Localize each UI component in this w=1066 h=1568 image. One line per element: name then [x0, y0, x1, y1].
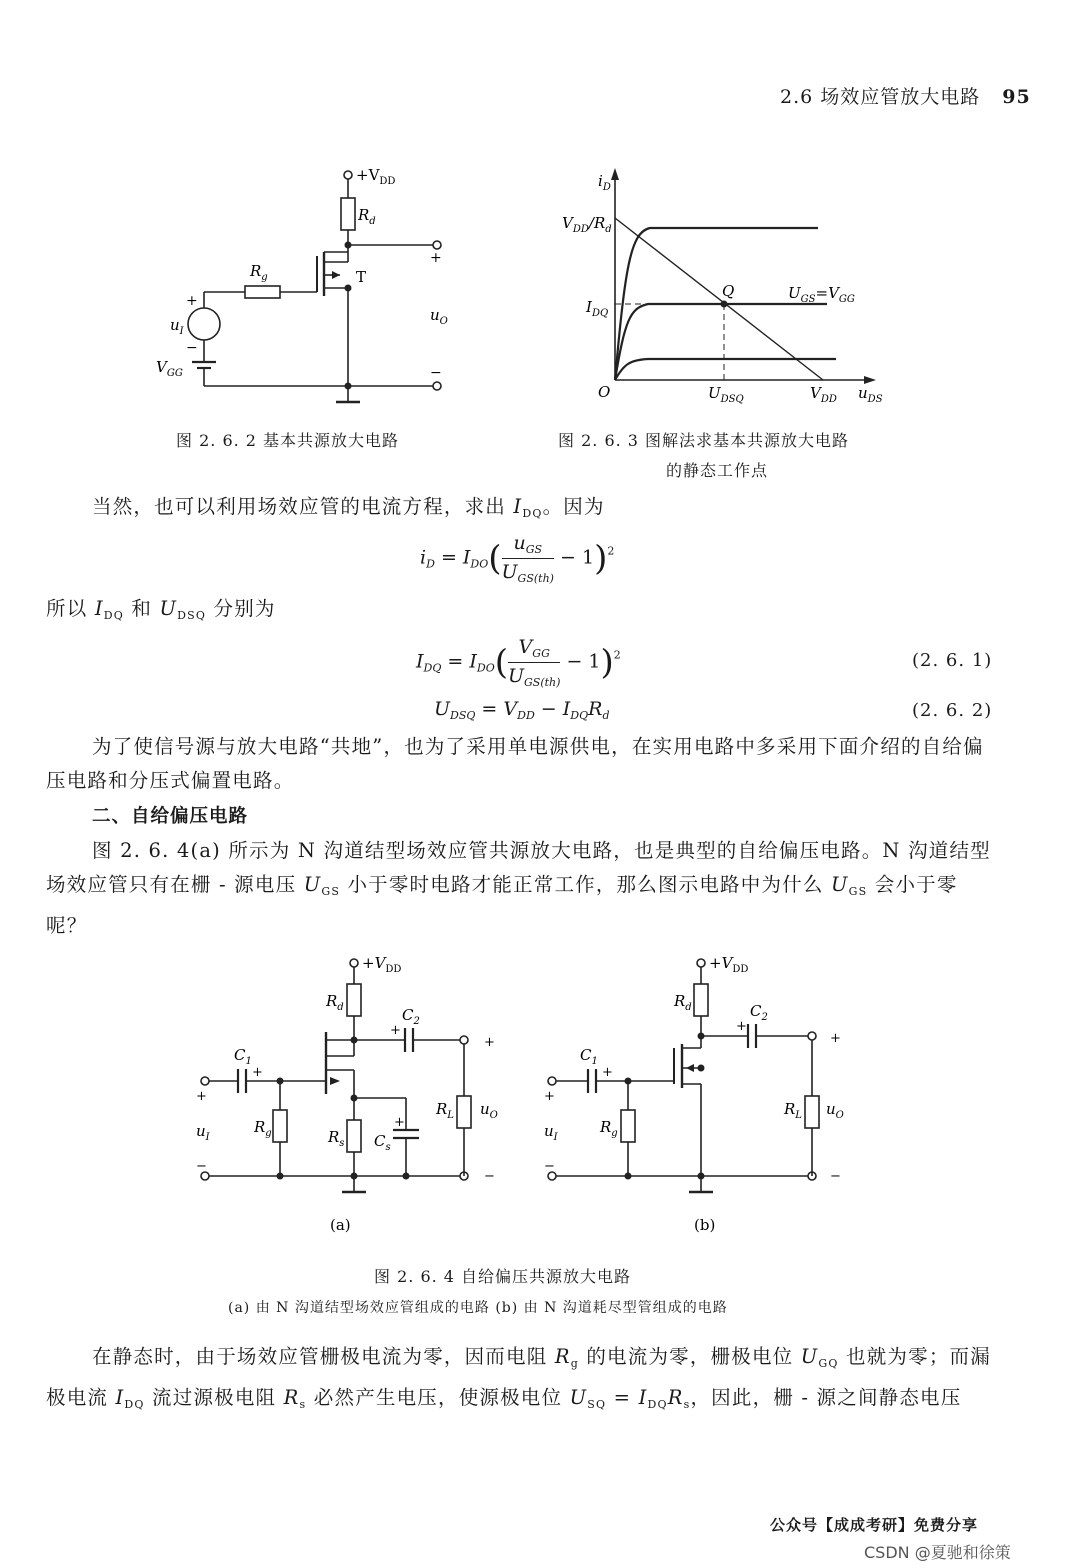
page-number: 95 — [1002, 86, 1031, 108]
a-input-minus: − — [196, 1159, 207, 1174]
b-ui-label: $u_I$ — [544, 1122, 558, 1143]
figure-2-6-4-subcaption: (a) 由 N 沟道结型场效应管组成的电路 (b) 由 N 沟道耗尽型管组成的电路 — [228, 1300, 728, 1316]
a-c2-label: $C_2$ — [402, 1006, 420, 1027]
wechat-watermark: 公众号【成成考研】免费分享 — [770, 1516, 979, 1534]
b-c2-label: $C_2$ — [750, 1002, 768, 1023]
q-point — [721, 301, 728, 308]
a-c1-plus: + — [252, 1065, 263, 1080]
a-c2-plus: + — [390, 1023, 401, 1038]
udsq-label: $U_{DSQ}$ — [708, 384, 744, 405]
signal-source — [188, 308, 220, 340]
paragraph-3: 为了使信号源与放大电路“共地”，也为了采用单电源供电，在实用电路中多采用下面介绍的自给偏压电路和分压式偏置电路。 — [46, 735, 984, 792]
a-c1-label: $C_1$ — [234, 1046, 252, 1067]
output-minus-sign: − — [430, 365, 442, 381]
figure-2-6-4-caption: 图 2. 6. 4 自给偏压共源放大电路 — [374, 1267, 632, 1286]
b-c1-label: $C_1$ — [580, 1046, 598, 1067]
figure-2-6-2-circuit — [140, 150, 470, 420]
vdd-axis-label: $V_{DD}$ — [810, 384, 837, 405]
a-cs-label: $C_s$ — [374, 1132, 391, 1153]
a-cs-plus: + — [394, 1115, 405, 1130]
section-title: 2.6 场效应管放大电路 — [780, 86, 981, 108]
section-heading: 二、自给偏压电路 — [92, 806, 249, 827]
label-a: (a) — [330, 1216, 351, 1234]
b-rl-label: $R_L$ — [784, 1100, 802, 1121]
a-ui-label: $u_I$ — [196, 1122, 210, 1143]
equation-number-2-6-2: (2. 6. 2) — [912, 700, 993, 721]
rg-label: $R_g$ — [250, 262, 268, 283]
uds-axis-label: $u_{DS}$ — [858, 384, 883, 405]
a-resistor-rl — [457, 1096, 471, 1128]
figure-2-6-3-graph — [540, 160, 900, 410]
a-resistor-rd — [347, 984, 361, 1016]
b-c2-plus: + — [736, 1019, 747, 1034]
output-plus-terminal — [433, 241, 441, 249]
id-axis-label: $i_D$ — [598, 172, 611, 193]
idq-label: $I_{DQ}$ — [586, 298, 609, 319]
uo-label: $u_O$ — [430, 306, 448, 327]
a-vdd-label: $+V_{DD}$ — [362, 954, 402, 975]
b-resistor-rl — [805, 1096, 819, 1128]
equation-number-2-6-1: (2. 6. 1) — [912, 650, 993, 671]
b-output-plus: + — [830, 1031, 841, 1046]
a-rg-label: $R_g$ — [254, 1118, 272, 1139]
a-resistor-rs — [347, 1120, 361, 1152]
paragraph-1: 当然，也可以利用场效应管的电流方程，求出 $I_{DQ}$。因为 — [92, 495, 605, 520]
equation-2-6-2: $U_{DSQ} = V_{DD} - I_{DQ}R_d$ — [434, 698, 610, 722]
b-input-minus: − — [544, 1159, 555, 1174]
curve-lower — [615, 359, 836, 380]
figure-2-6-3-caption-line1: 图 2. 6. 3 图解法求基本共源放大电路 — [558, 431, 850, 450]
q-label: Q — [722, 282, 735, 300]
figure-2-6-3-caption-line2: 的静态工作点 — [666, 461, 769, 480]
csdn-watermark: CSDN @夏驰和徐策 — [864, 1543, 1011, 1562]
b-vdd-label: $+V_{DD}$ — [709, 954, 749, 975]
resistor-rd — [341, 198, 355, 230]
paragraph-4: 图 2. 6. 4(a) 所示为 N 沟道结型场效应管共源放大电路，也是典型的自给偏压电路。N 沟道结型场效应管只有在栅 - 源电压 $U_{GS}$ 小于零时电路才能正常工作，那么图示电路中为什么 $U_{GS}$ 会小于零呢？ — [46, 839, 991, 937]
a-input-plus: + — [196, 1089, 207, 1104]
output-minus-terminal — [433, 382, 441, 390]
a-rd-label: $R_d$ — [326, 992, 344, 1013]
b-c1-plus: + — [602, 1065, 613, 1080]
figure-2-6-4-circuits — [190, 948, 870, 1248]
vdd-terminal — [344, 171, 352, 179]
a-rs-label: $R_s$ — [328, 1128, 345, 1149]
output-plus-sign: + — [430, 250, 442, 266]
transistor-label: T — [356, 268, 367, 286]
ui-label: $u_I$ — [170, 316, 184, 337]
origin-label: O — [598, 383, 611, 401]
a-output-plus: + — [484, 1035, 495, 1050]
vdd-label: $+V_{DD}$ — [356, 166, 396, 187]
a-resistor-rg — [273, 1110, 287, 1142]
a-rl-label: $R_L$ — [436, 1100, 454, 1121]
b-input-plus: + — [544, 1089, 555, 1104]
b-rd-label: $R_d$ — [674, 992, 692, 1013]
a-uo-label: $u_O$ — [480, 1100, 498, 1121]
b-resistor-rd — [694, 984, 708, 1016]
a-output-minus: − — [484, 1169, 495, 1184]
input-minus-sign: − — [186, 340, 198, 356]
vdd-rd-label: $V_{DD}/R_d$ — [562, 214, 612, 235]
resistor-rg — [245, 286, 280, 298]
input-plus-sign: + — [186, 293, 198, 309]
ugs-vgg-label: $U_{GS}=V_{GG}$ — [788, 284, 855, 305]
paragraph-5: 在静态时，由于场效应管栅极电流为零，因而电阻 $R_g$ 的电流为零，栅极电位 $U_{GQ}$ 也就为零；而漏极电流 $I_{DQ}$ 流过源极电阻 $R_s$ 必然产生电压，使源极电位 $U_{SQ} = I_{DQ}R_s$，因此，栅 - 源之间静态电压 — [46, 1345, 991, 1411]
curve-ugs-vgg — [615, 304, 827, 380]
equation-id: $i_D = I_{DO}$( $\frac{u_{GS}}{U_{GS(th)}}$ − 1)$^2$ — [420, 532, 615, 585]
equation-2-6-1: $I_{DQ} = I_{DO}$( $\frac{V_{GG}}{U_{GS(th)}}$ − 1)$^2$ — [416, 636, 621, 689]
figure-2-6-2-caption: 图 2. 6. 2 基本共源放大电路 — [176, 431, 400, 450]
vgg-label: $V_{GG}$ — [156, 358, 183, 379]
b-resistor-rg — [621, 1110, 635, 1142]
b-uo-label: $u_O$ — [826, 1100, 844, 1121]
rd-label: $R_d$ — [358, 206, 376, 227]
paragraph-2: 所以 $I_{DQ}$ 和 $U_{DSQ}$ 分别为 — [46, 597, 276, 622]
b-output-minus: − — [830, 1169, 841, 1184]
b-rg-label: $R_g$ — [600, 1118, 618, 1139]
running-header — [780, 82, 1031, 109]
label-b: (b) — [694, 1216, 716, 1234]
